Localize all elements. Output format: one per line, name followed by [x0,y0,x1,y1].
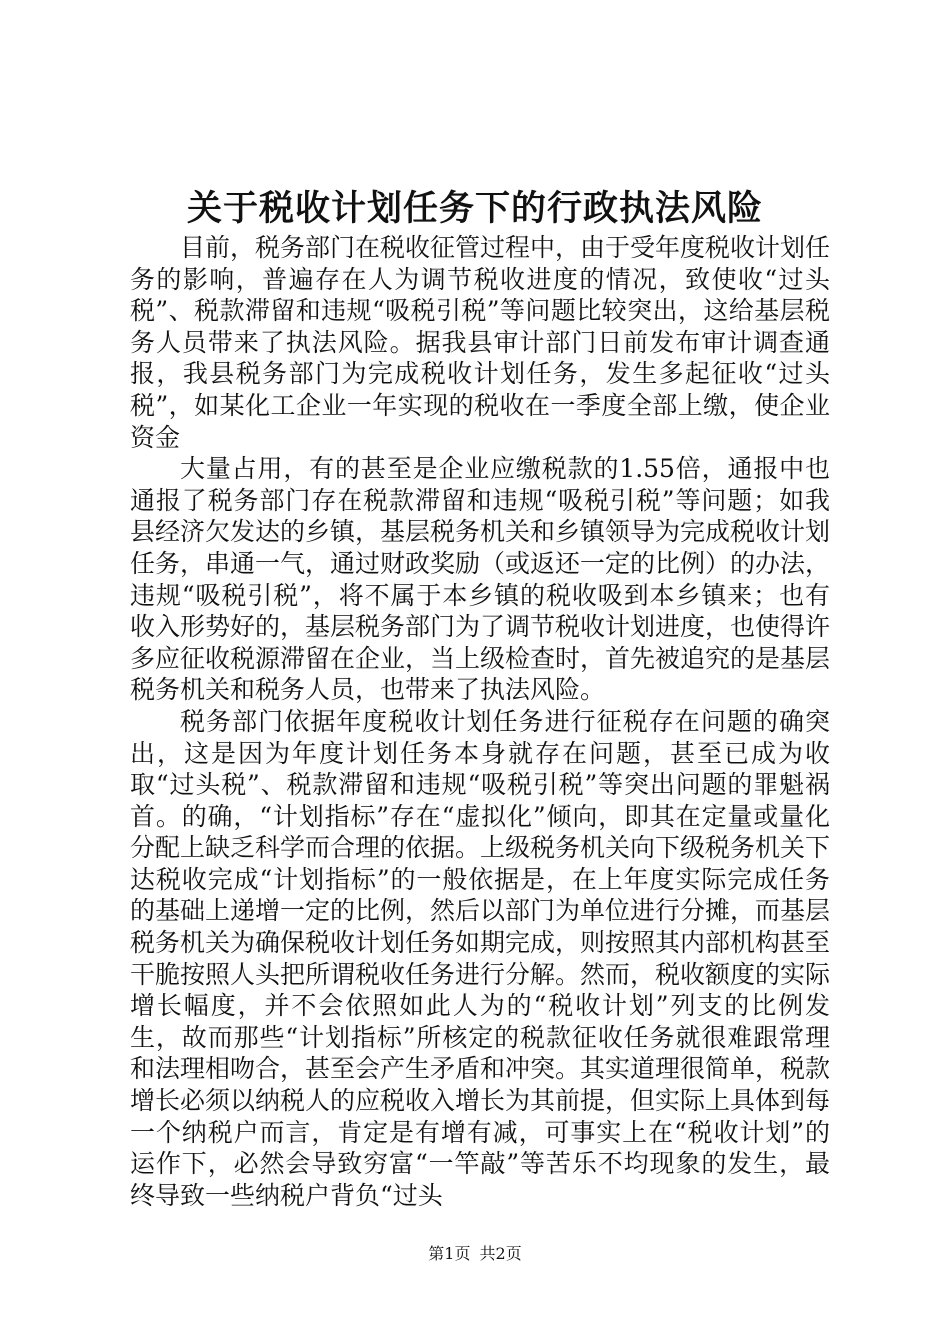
paragraph-3: 税务部门依据年度税收计划任务进行征税存在问题的确突出，这是因为年度计划任务本身就存在问题，甚至已成为收取“过头税”、税款滞留和违规“吸税引税”等突出问题的罪魁祸首。的确，“计划指标”存在“虚拟化”倾向，即其在定量或量化分配上缺乏科学而合理的依据。上级税务机关向下级税务机关下达税收完成“计划指标”的一般依据是，在上年度实际完成任务的基础上递增一定的比例，然后以部门为单位进行分摊，而基层税务机关为确保税收计划任务如期完成，则按照其内部机构甚至干脆按照人头把所谓税收任务进行分解。然而，税收额度的实际增长幅度，并不会依照如此人为的“税收计划”列支的比例发生，故而那些“计划指标”所核定的税款征收任务就很难跟常理和法理相吻合，甚至会产生矛盾和冲突。其实道理很简单，税款增长必须以纳税人的应税收入增长为其前提，但实际上具体到每一个纳税户而言，肯定是有增有减，可事实上在“税收计划”的运作下，必然会导致穷富“一竿敲”等苦乐不均现象的发生，最终导致一些纳税户背负“过头 [130,706,831,1210]
page-number: 第1页 [428,1244,471,1263]
document-body [130,232,830,1211]
document-title: 关于税收计划任务下的行政执法风险 [186,188,763,229]
paragraph-2: 大量占用，有的甚至是企业应缴税款的1.55倍，通报中也通报了税务部门存在税款滞留和违规“吸税引税”等问题；如我县经济欠发达的乡镇，基层税务机关和乡镇领导为完成税收计划任务，串通一气，通过财政奖励（或返还一定的比例）的办法，违规“吸税引税”，将不属于本乡镇的税收吸到本乡镇来；也有收入形势好的，基层税务部门为了调节税收计划进度，也使得许多应征收税源滞留在企业，当上级检查时，首先被追究的是基层税务机关和税务人员，也带来了执法风险。 [130,454,831,705]
page-total: 共2页 [479,1244,522,1263]
paragraph-1: 目前，税务部门在税收征管过程中，由于受年度税收计划任务的影响，普遍存在人为调节税收进度的情况，致使收“过头税”、税款滞留和违规“吸税引税”等问题比较突出，这给基层税务人员带来了执法风险。据我县审计部门日前发布审计调查通报，我县税务部门为完成税收计划任务，发生多起征收“过头税”，如某化工企业一年实现的税收在一季度全部上缴，使企业资金 [130,233,831,452]
page-footer [0,1243,950,1265]
